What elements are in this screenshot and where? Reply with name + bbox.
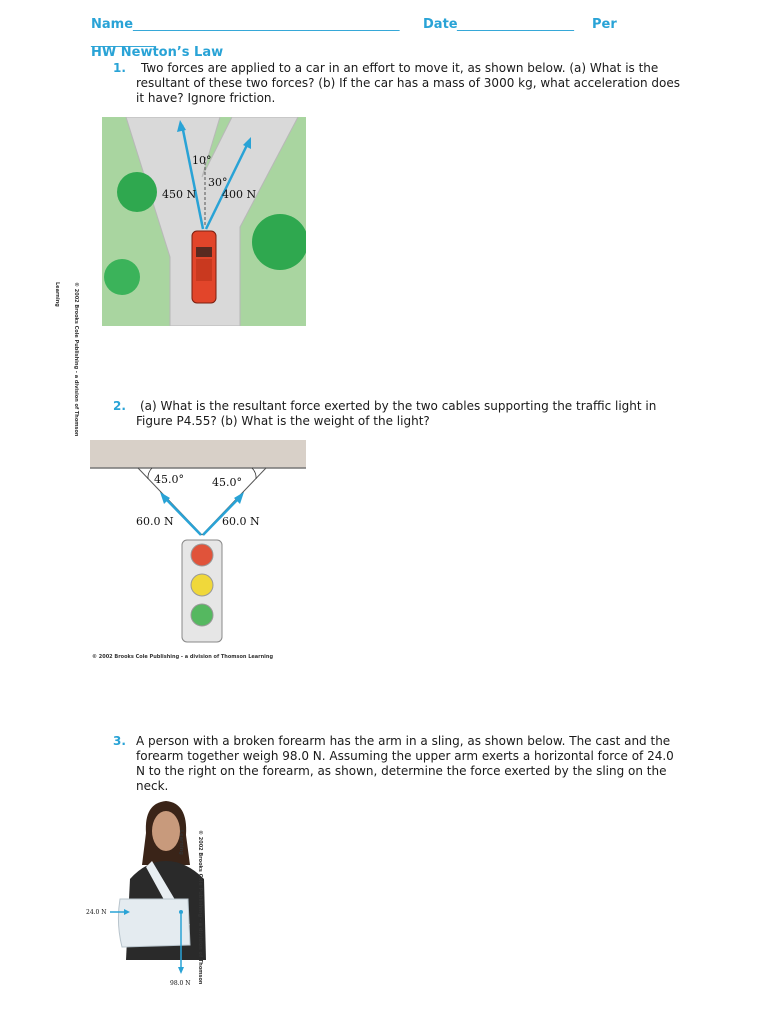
force-label-right: 400 N: [222, 188, 257, 201]
date-label: Date: [423, 17, 458, 32]
question-3-line-4: neck.: [136, 779, 169, 793]
question-1-line-3: it have? Ignore friction.: [136, 91, 276, 105]
ceiling: [90, 440, 306, 468]
question-2-text: [136, 399, 696, 429]
face: [152, 811, 180, 851]
question-2-line-2: Figure P4.55? (b) What is the weight of the light?: [136, 414, 430, 428]
tree-left-bottom: [104, 259, 140, 295]
per-line[interactable]: __________: [91, 33, 156, 48]
figure-1-credit: [54, 282, 90, 462]
light-green: [191, 604, 213, 626]
question-1-line-2: resultant of these two forces? (b) If the car has a mass of 3000 kg, what acceleration does: [136, 76, 680, 90]
question-3-number: 3.: [113, 734, 126, 748]
date-line[interactable]: __________________: [457, 17, 574, 32]
angle-label-right: 45.0°: [212, 476, 242, 489]
angle-label-left: 10°: [192, 154, 212, 167]
weight-force-arrow-head: [178, 967, 184, 974]
question-2-number: 2.: [113, 399, 126, 413]
horizontal-force-label: 24.0 N: [86, 909, 107, 916]
question-3-line-1: A person with a broken forearm has the arm in a sling, as shown below. The cast and the: [136, 734, 671, 748]
cast-and-sling: [118, 899, 190, 947]
question-3-line-3: N to the right on the forearm, as shown, determine the force exerted by the sling on the: [136, 764, 667, 778]
figure-3-sling-diagram: [86, 795, 212, 995]
question-1-number: 1.: [113, 61, 126, 75]
question-2-line-1: (a) What is the resultant force exerted by the two cables supporting the traffic light in: [140, 399, 657, 413]
question-3-line-2: forearm together weigh 98.0 N. Assuming the upper arm exerts a horizontal force of 24.0: [136, 749, 674, 763]
figure-2-traffic-light-diagram: [90, 440, 306, 650]
force-origin-dot: [179, 910, 183, 914]
force-label-left: 450 N: [162, 188, 197, 201]
angle-arc-left: [148, 468, 152, 479]
weight-force-label: 98.0 N: [170, 980, 191, 987]
page-title: HW Newton’s Law: [91, 45, 224, 60]
name-line[interactable]: _________________________________________: [133, 17, 400, 32]
figure-1-credit-text: © 2002 Brooks Cole Publishing - a division of Thomson Learning: [54, 282, 79, 437]
car-roof: [196, 259, 212, 281]
name-label: Name: [91, 17, 134, 32]
angle-arc-right: [252, 468, 256, 479]
angle-label-right: 30°: [208, 176, 228, 189]
angle-label-left: 45.0°: [154, 473, 184, 486]
tension-label-right: 60.0 N: [222, 515, 260, 528]
light-red: [191, 544, 213, 566]
tree-right: [252, 214, 306, 270]
figure-2-credit: © 2002 Brooks Cole Publishing - a division of Thomson Learning: [92, 654, 274, 660]
tension-label-left: 60.0 N: [136, 515, 174, 528]
figure-3-credit-text: © 2002 Brooks Cole Publishing - a division of Thomson Learning: [178, 830, 203, 985]
question-3-text: [136, 734, 696, 794]
tree-left-top: [117, 172, 157, 212]
question-1-line-1: Two forces are applied to a car in an effort to move it, as shown below. (a) What is the: [141, 61, 659, 75]
car-windshield: [196, 247, 212, 257]
per-label: Per: [592, 17, 617, 32]
figure-1-car-diagram: [102, 117, 306, 326]
question-1-text: [136, 61, 696, 106]
light-yellow: [191, 574, 213, 596]
